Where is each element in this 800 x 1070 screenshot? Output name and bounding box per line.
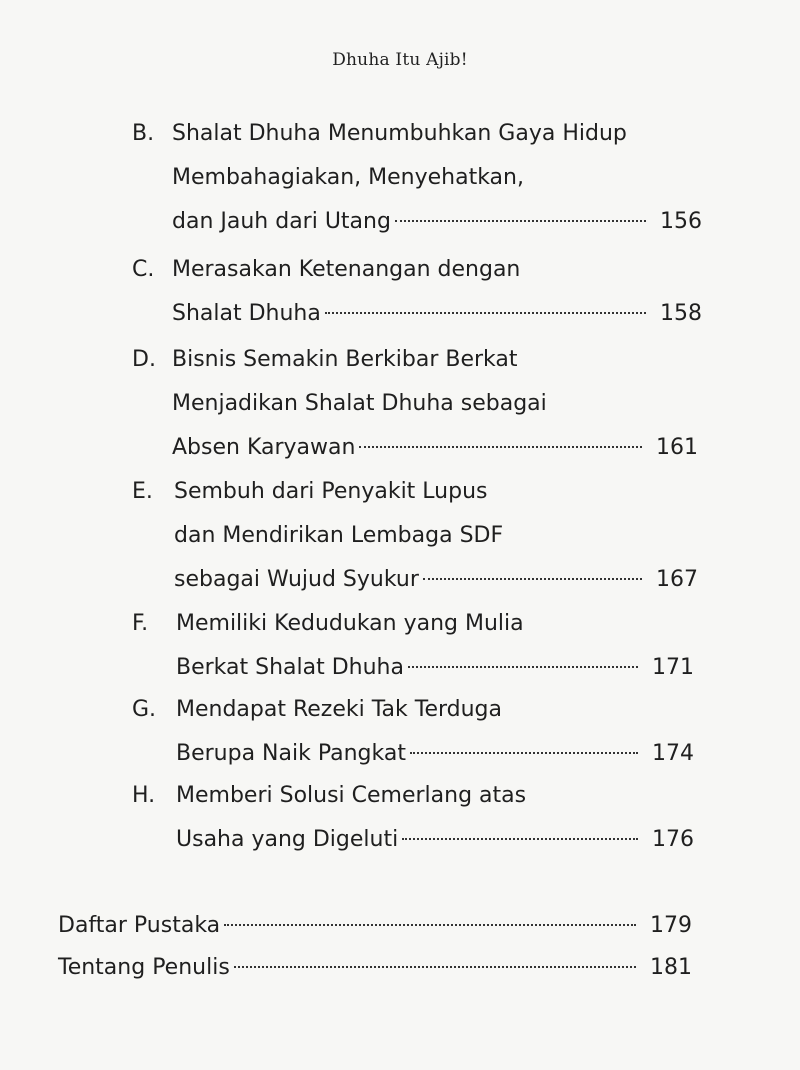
dot-leader [410,752,638,754]
entry-title-line: dan Jauh dari Utang [172,209,391,234]
entry-letter: D. [132,347,156,372]
entry-letter: H. [132,783,156,808]
dot-leader [408,666,638,668]
entry-title-line: Memiliki Kedudukan yang Mulia [176,611,524,636]
entry-letter: C. [132,257,155,282]
entry-letter: B. [132,121,155,146]
entry-title-line: dan Mendirikan Lembaga SDF [174,523,504,548]
page-number: 171 [652,655,694,680]
entry-title-line: Mendapat Rezeki Tak Terduga [176,697,502,722]
entry-letter: F. [132,611,149,636]
entry-title-line: Berkat Shalat Dhuha [176,655,404,680]
dot-leader [423,578,642,580]
page-number: 174 [652,741,694,766]
entry-title: Tentang Penulis [58,955,230,980]
entry-title-line: Usaha yang Digeluti [176,827,399,852]
entry-title-line: Sembuh dari Penyakit Lupus [174,479,488,504]
page-number: 167 [656,567,698,592]
entry-title-line: Absen Karyawan [172,435,356,460]
page-number: 181 [650,955,692,980]
dot-leader [395,220,646,222]
page-number: 161 [656,435,698,460]
page-number: 176 [652,827,694,852]
entry-title-line: Memberi Solusi Cemerlang atas [176,783,527,808]
dot-leader [359,446,642,448]
dot-leader [325,312,646,314]
entry-title-line: Berupa Naik Pangkat [176,741,406,766]
dot-leader [402,838,638,840]
page-number: 156 [660,209,702,234]
entry-title-line: Shalat Dhuha [172,301,321,326]
entry-letter: G. [132,697,157,722]
entry-title-line: Menjadikan Shalat Dhuha sebagai [172,391,547,416]
entry-title-line: sebagai Wujud Syukur [174,567,419,592]
entry-title-line: Membahagiakan, Menyehatkan, [172,165,524,190]
page-number: 179 [650,913,692,938]
entry-letter: E. [132,479,153,504]
entry-title: Daftar Pustaka [58,913,221,938]
entry-title-line: Merasakan Ketenangan dengan [172,257,521,282]
entry-title-line: Shalat Dhuha Menumbuhkan Gaya Hidup [172,121,627,146]
dot-leader [224,924,636,926]
running-title: Dhuha Itu Ajib! [332,50,468,70]
dot-leader [234,966,636,968]
entry-title-line: Bisnis Semakin Berkibar Berkat [172,347,518,372]
page-number: 158 [660,301,702,326]
